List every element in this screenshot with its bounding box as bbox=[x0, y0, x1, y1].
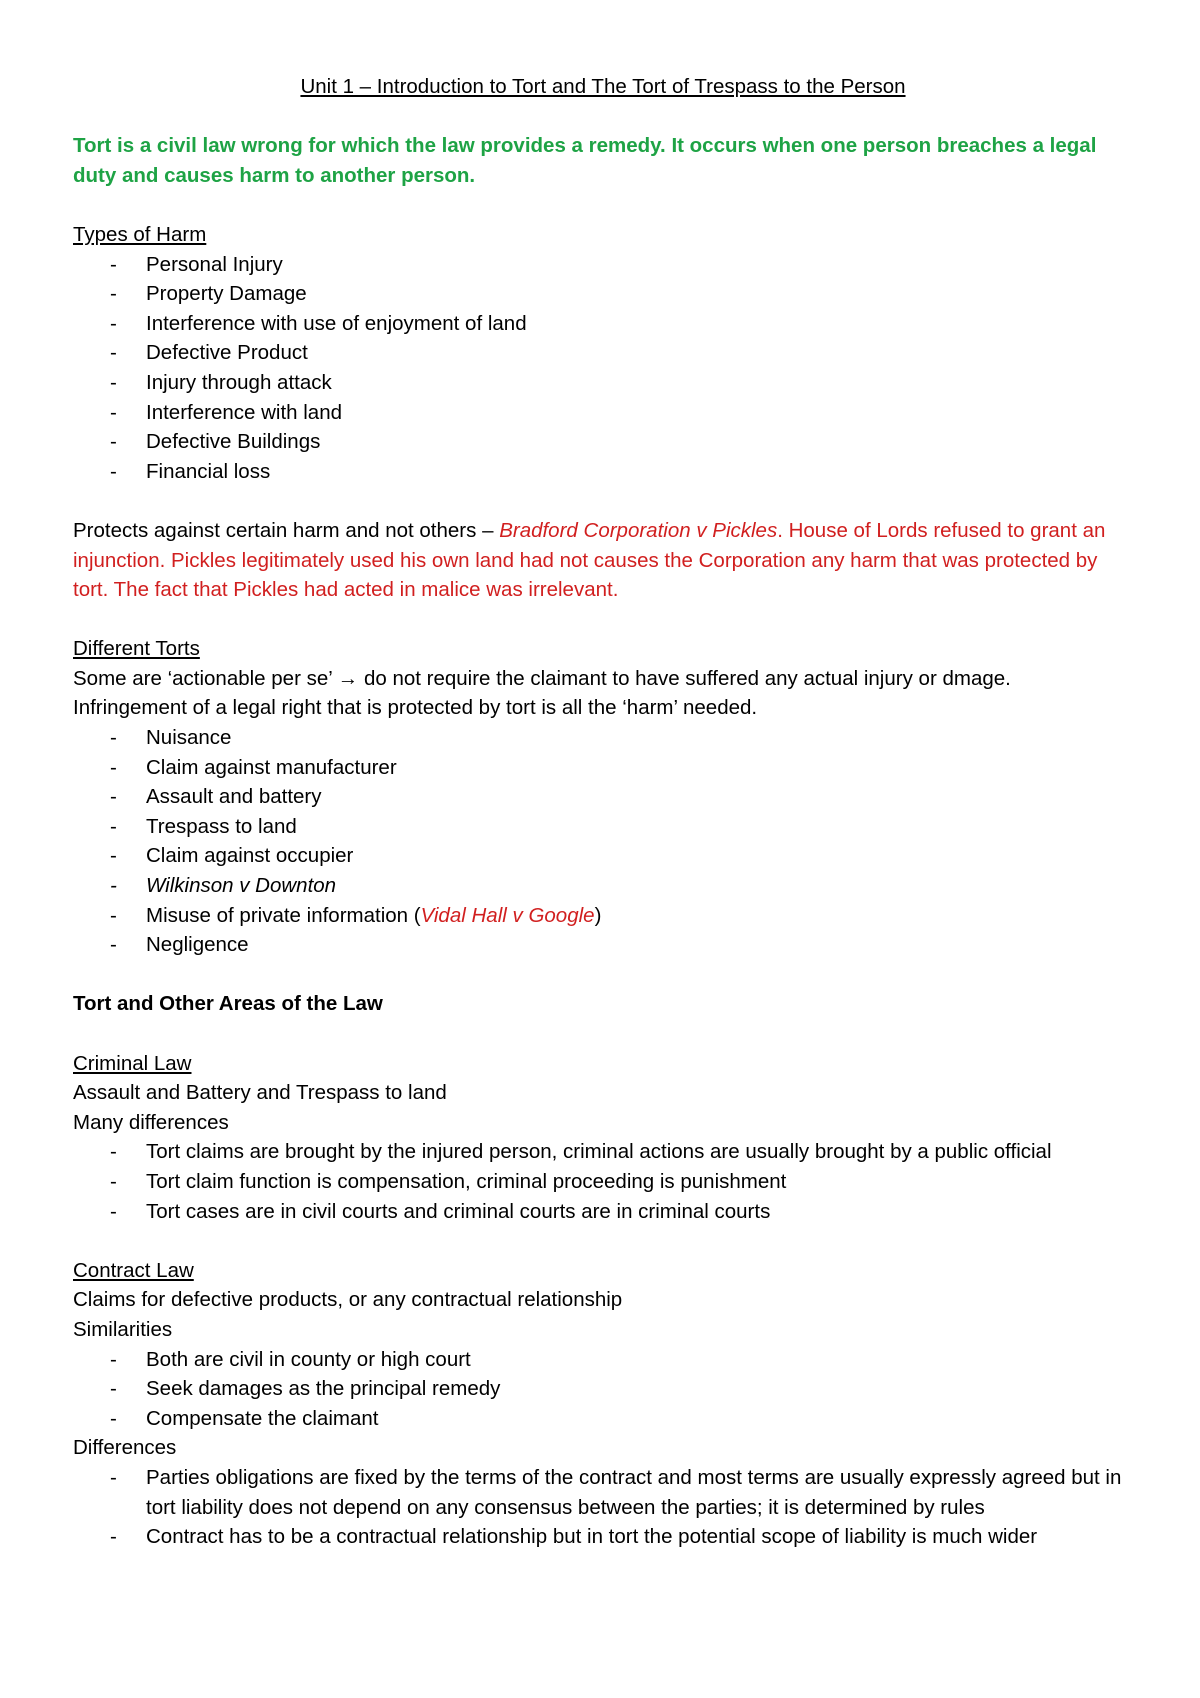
protects-explanation: . House of Lords refused to grant an injunction. Pickles legitimately used his own land had not causes the Corporation any harm that was protected by tort. The fact that Pickles had acted in malice was irrelevant. bbox=[73, 518, 1106, 602]
criminal-line1: Assault and Battery and Trespass to land bbox=[73, 1081, 447, 1105]
types-of-harm-list bbox=[73, 250, 1133, 487]
case-bradford-pickles: Bradford Corporation v Pickles bbox=[499, 518, 778, 542]
page-title: Unit 1 – Introduction to Tort and The Tort of Trespass to the Person bbox=[300, 75, 906, 98]
list-item-misuse bbox=[73, 901, 1133, 931]
similarities-list bbox=[73, 1345, 1133, 1434]
list-item: - Defective Buildings bbox=[73, 427, 1133, 457]
case-vidal-hall-google: Vidal Hall v Google bbox=[420, 903, 595, 927]
document-page bbox=[73, 72, 1133, 1552]
infringement-line: Infringement of a legal right that is protected by tort is all the ‘harm’ needed. bbox=[73, 696, 758, 720]
list-item: - Contract has to be a contractual relationship but in tort the potential scope of liability is much wider bbox=[73, 1522, 1133, 1552]
other-areas-heading: Tort and Other Areas of the Law bbox=[73, 992, 383, 1016]
list-item: - Tort claims are brought by the injured person, criminal actions are usually brought by a public official bbox=[73, 1137, 1133, 1167]
list-item: - Negligence bbox=[73, 930, 1133, 960]
differences-label: Differences bbox=[73, 1436, 177, 1460]
list-item: - Interference with use of enjoyment of land bbox=[73, 309, 1133, 339]
list-item: - Nuisance bbox=[73, 723, 1133, 753]
list-item: - Compensate the claimant bbox=[73, 1404, 1133, 1434]
list-item: - Financial loss bbox=[73, 457, 1133, 487]
list-item: - Injury through attack bbox=[73, 368, 1133, 398]
tort-definition: Tort is a civil law wrong for which the law provides a remedy. It occurs when one person breaches a legal duty and causes harm to another person. bbox=[73, 134, 1097, 187]
list-item: - Personal Injury bbox=[73, 250, 1133, 280]
differences-list bbox=[73, 1463, 1133, 1552]
contract-law-heading: Contract Law bbox=[73, 1258, 194, 1282]
similarities-label: Similarities bbox=[73, 1317, 173, 1341]
list-item: - Trespass to land bbox=[73, 812, 1133, 842]
list-item: - Defective Product bbox=[73, 338, 1133, 368]
contract-line1: Claims for defective products, or any contractual relationship bbox=[73, 1288, 623, 1312]
list-item: - Parties obligations are fixed by the terms of the contract and most terms are usually expressly agreed but in tort liability does not depend on any consensus between the parties; it is determined by rules bbox=[73, 1463, 1133, 1522]
criminal-differences-list bbox=[73, 1137, 1133, 1226]
misuse-text: Misuse of private information ( bbox=[146, 903, 421, 927]
list-item: - Tort claim function is compensation, criminal proceeding is punishment bbox=[73, 1167, 1133, 1197]
different-torts-list bbox=[73, 723, 1133, 960]
case-wilkinson-downton: - Wilkinson v Downton bbox=[73, 871, 1133, 901]
types-of-harm-heading: Types of Harm bbox=[73, 222, 207, 246]
actionable-text-rest: do not require the claimant to have suffered any actual injury or dmage. bbox=[358, 666, 1011, 690]
list-item: - Seek damages as the principal remedy bbox=[73, 1374, 1133, 1404]
list-item: - Both are civil in county or high court bbox=[73, 1345, 1133, 1375]
list-item: - Claim against manufacturer bbox=[73, 753, 1133, 783]
list-item: - Assault and battery bbox=[73, 782, 1133, 812]
actionable-per-se-line bbox=[73, 664, 1133, 694]
list-item: - Claim against occupier bbox=[73, 841, 1133, 871]
criminal-line2: Many differences bbox=[73, 1110, 229, 1134]
list-item: - Property Damage bbox=[73, 279, 1133, 309]
actionable-text: Some are ‘actionable per se’ bbox=[73, 666, 338, 690]
arrow-icon: → bbox=[337, 666, 359, 690]
misuse-close: ) bbox=[594, 903, 602, 927]
protects-paragraph bbox=[73, 516, 1133, 605]
list-item: - Interference with land bbox=[73, 398, 1133, 428]
different-torts-heading: Different Torts bbox=[73, 637, 200, 661]
list-item: - Tort cases are in civil courts and criminal courts are in criminal courts bbox=[73, 1197, 1133, 1227]
criminal-law-heading: Criminal Law bbox=[73, 1051, 192, 1075]
protects-lead: Protects against certain harm and not others – bbox=[73, 518, 500, 542]
